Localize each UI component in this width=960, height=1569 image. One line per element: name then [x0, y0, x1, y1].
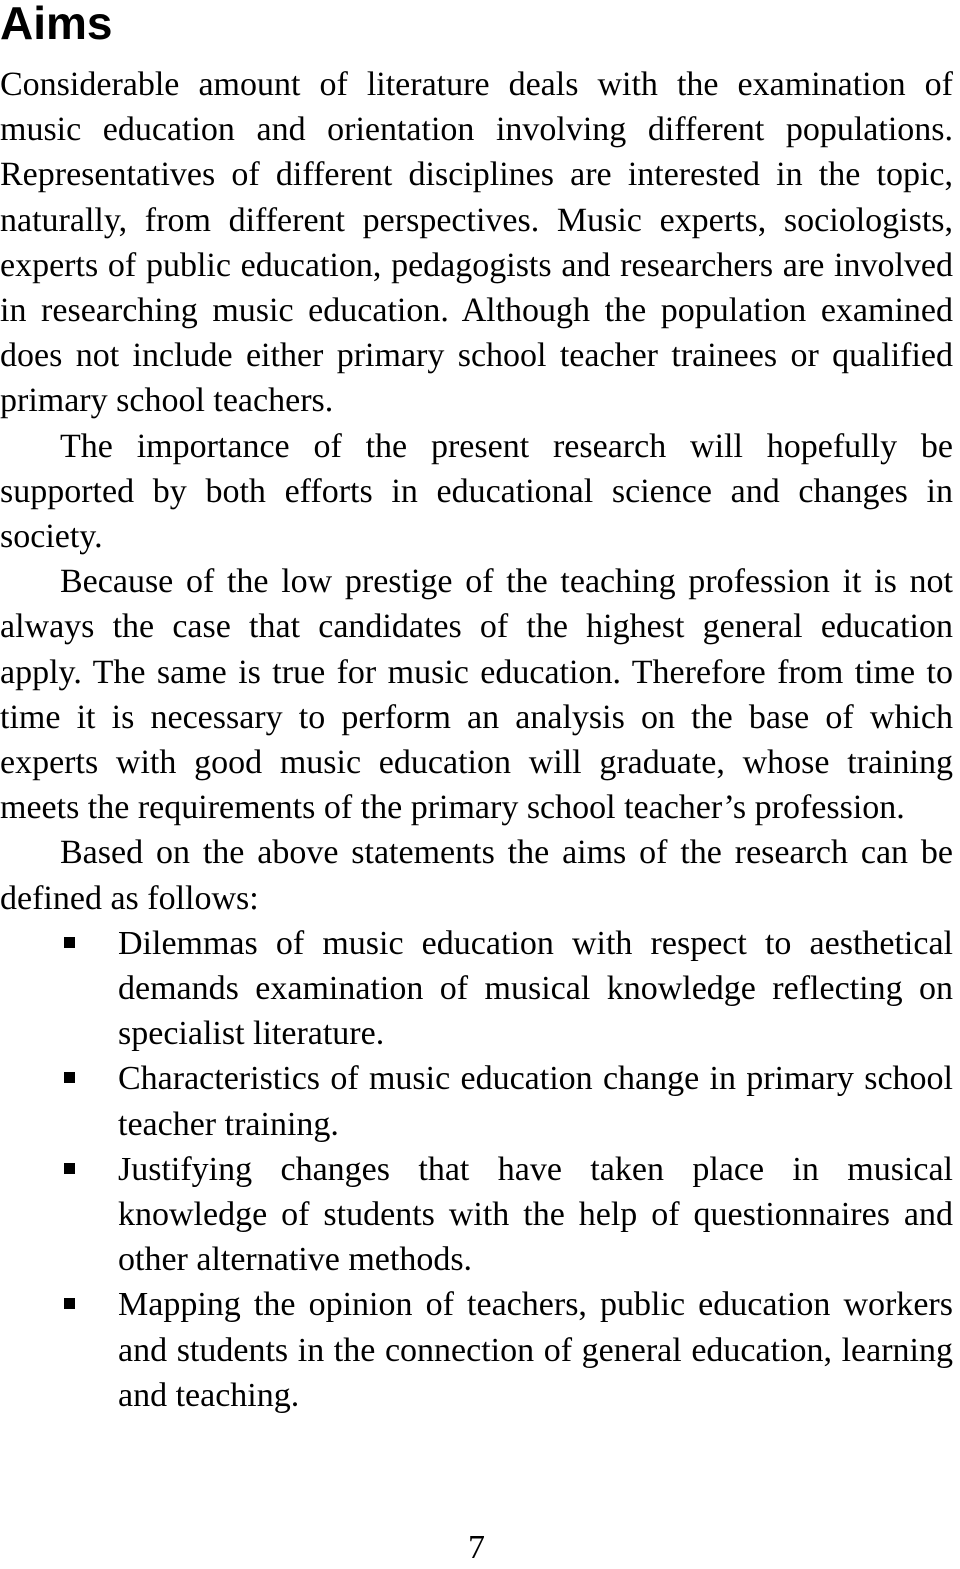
paragraph-importance: The importance of the present research will hopefully be supported by both efforts in educational science and changes in society.: [0, 427, 953, 556]
aims-list-item: [0, 1282, 953, 1418]
aims-list-item: [0, 1147, 953, 1283]
aims-list-item-text: Dilemmas of music education with respect to aesthetical demands examination of musical knowledge reflecting on specialist literature.: [118, 924, 953, 1053]
section-heading: Aims: [0, 0, 113, 49]
aims-list-item: [0, 1056, 953, 1146]
paragraph-intro: Considerable amount of literature deals with the examination of music education and orientation involving different populations. Representatives of different disciplines are interested in the topic, naturally, from different perspectives. Music experts, sociologists, experts of public education, pedagogists and researchers are involved in researching music education. Although the population examined does not include either primary school teacher trainees or qualified primary school teachers.: [0, 66, 953, 420]
paragraph-aims-lead: Based on the above statements the aims of the research can be defined as follows:: [0, 834, 953, 917]
square-bullet-icon: [64, 1072, 75, 1083]
aims-list-item-text: Justifying changes that have taken place in musical knowledge of students with the help of questionnaires and other alternative methods.: [118, 1150, 953, 1279]
square-bullet-icon: [64, 1163, 75, 1174]
square-bullet-icon: [64, 1298, 75, 1309]
aims-list-item-text: Characteristics of music education change in primary school teacher training.: [118, 1060, 953, 1143]
aims-list-item: [0, 921, 953, 1057]
page-number: 7: [468, 1529, 485, 1566]
aims-list-item-text: Mapping the opinion of teachers, public education workers and students in the connection of general education, learning and teaching.: [118, 1286, 953, 1414]
aims-list: [0, 921, 953, 1418]
paragraph-prestige: Because of the low prestige of the teaching profession it is not always the case that candidates of the highest general education apply. The same is true for music education. Therefore from time to time it is necessary to perform an analysis on the base of which experts with good music education will graduate, whose training meets the requirements of the primary school teacher’s profession.: [0, 563, 953, 827]
square-bullet-icon: [64, 937, 75, 948]
